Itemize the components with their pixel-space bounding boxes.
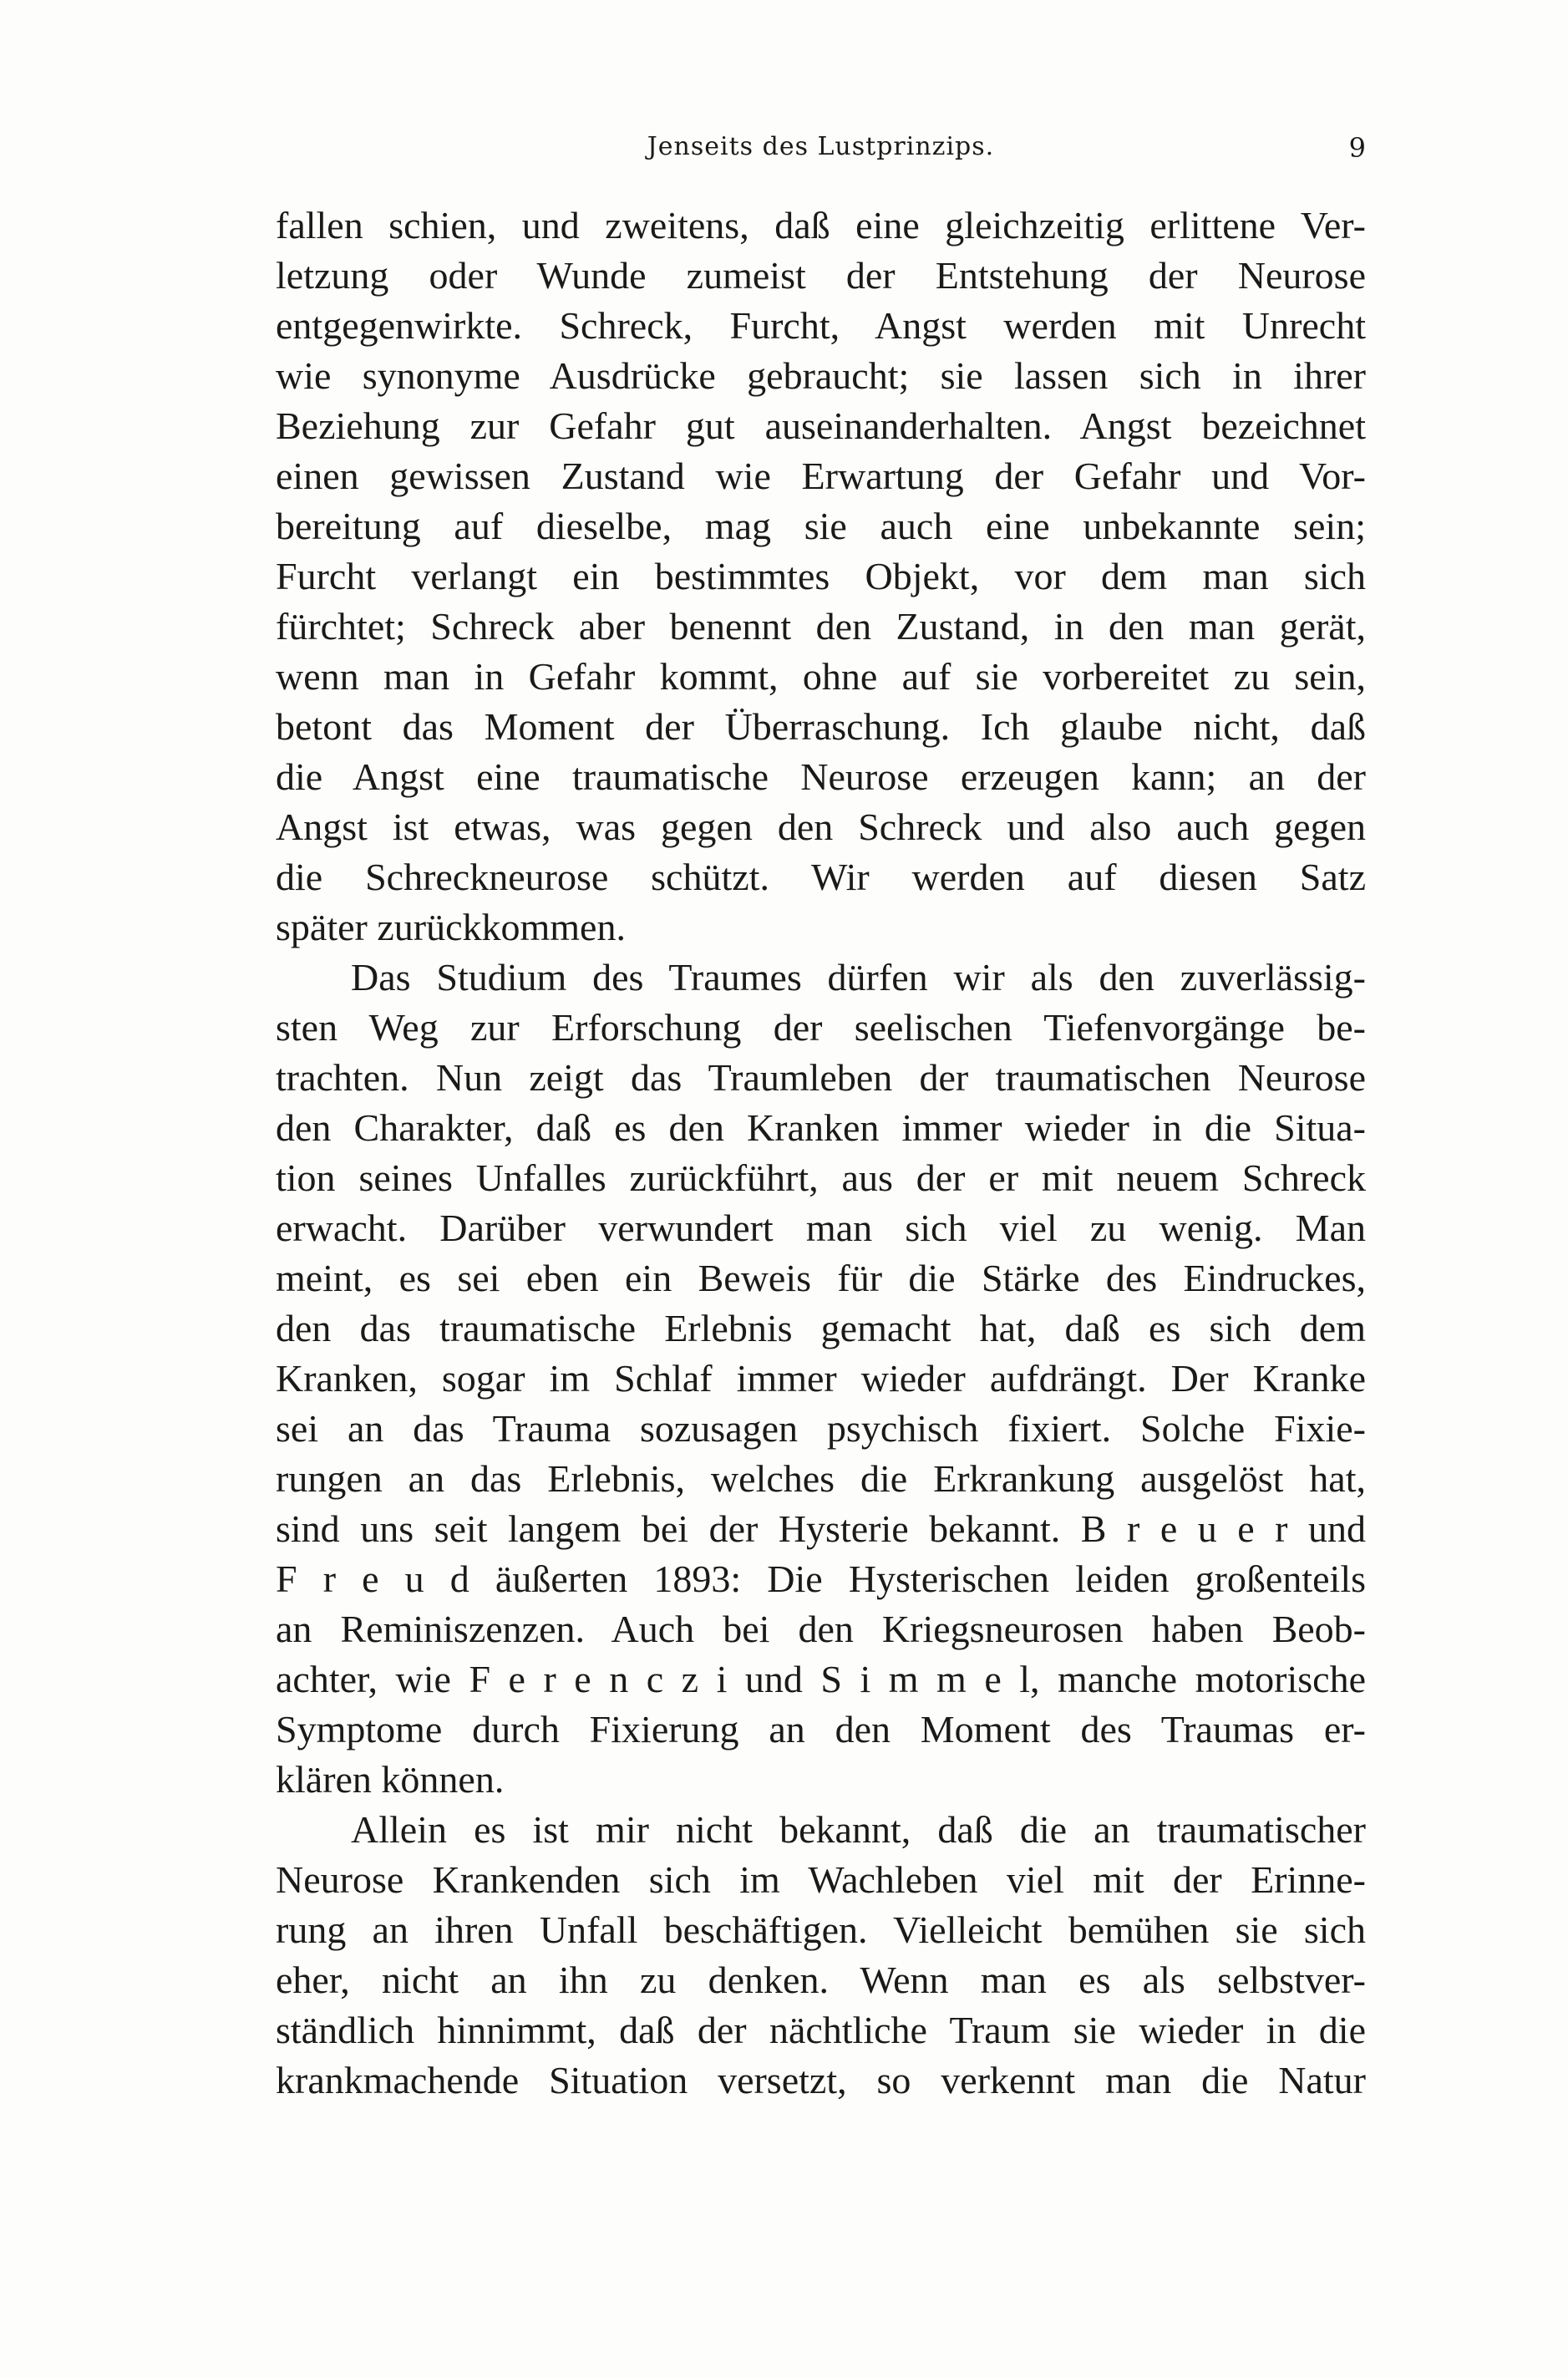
text-line: tion seines Unfalles zurückführt, aus der er mit neuem Schreck [276, 1156, 1366, 1199]
text-line: achter, wie F e r e n c z i und S i m m e l, manche motorische [276, 1658, 1366, 1700]
body-text [276, 201, 1366, 2106]
text-line: Beziehung zur Gefahr gut auseinanderhalten. Angst bezeichnet [276, 404, 1366, 447]
text-line: sten Weg zur Erforschung der seelischen Tiefenvorgänge be- [276, 1006, 1366, 1049]
text-line: rungen an das Erlebnis, welches die Erkrankung ausgelöst hat, [276, 1457, 1366, 1500]
text-line: klären können. [276, 1758, 505, 1801]
text-line: fürchtet; Schreck aber benennt den Zustand, in den man gerät, [276, 605, 1366, 648]
text-line: meint, es sei eben ein Beweis für die Stärke des Eindruckes, [276, 1257, 1366, 1299]
text-line: die Schreckneurose schützt. Wir werden auf diesen Satz [276, 856, 1366, 898]
text-line: wie synonyme Ausdrücke gebraucht; sie lassen sich in ihrer [276, 354, 1366, 397]
text-line: später zurückkommen. [276, 906, 626, 948]
text-line: Allein es ist mir nicht bekannt, daß die an traumatischer [351, 1808, 1366, 1851]
text-line: einen gewissen Zustand wie Erwartung der Gefahr und Vor- [276, 455, 1366, 497]
text-line: an Reminiszenzen. Auch bei den Kriegsneurosen haben Beob- [276, 1608, 1366, 1650]
text-line: krankmachende Situation versetzt, so verkennt man die Natur [276, 2059, 1366, 2101]
running-head [276, 132, 1366, 174]
text-line: F r e u d äußerten 1893: Die Hysterischen leiden großenteils [276, 1557, 1366, 1600]
page-number: 9 [1348, 132, 1366, 164]
text-line: Neurose Krankenden sich im Wachleben viel mit der Erinne- [276, 1858, 1366, 1901]
text-line: bereitung auf dieselbe, mag sie auch eine unbekannte sein; [276, 505, 1366, 547]
text-line: Furcht verlangt ein bestimmtes Objekt, vor dem man sich [276, 555, 1366, 597]
text-line: wenn man in Gefahr kommt, ohne auf sie vorbereitet zu sein, [276, 655, 1366, 698]
text-line: Kranken, sogar im Schlaf immer wieder aufdrängt. Der Kranke [276, 1357, 1366, 1400]
text-line: die Angst eine traumatische Neurose erzeugen kann; an der [276, 755, 1366, 798]
text-line: trachten. Nun zeigt das Traumleben der traumatischen Neurose [276, 1056, 1366, 1099]
text-line: Angst ist etwas, was gegen den Schreck und also auch gegen [276, 805, 1366, 848]
text-line: rung an ihren Unfall beschäftigen. Vielleicht bemühen sie sich [276, 1908, 1366, 1951]
text-line: Das Studium des Traumes dürfen wir als den zuverlässig- [351, 956, 1366, 998]
running-title: Jenseits des Lustprinzips. [647, 132, 995, 161]
text-line: sind uns seit langem bei der Hysterie bekannt. B r e u e r und [276, 1507, 1366, 1550]
text-line: eher, nicht an ihn zu denken. Wenn man es als selbstver- [276, 1959, 1366, 2001]
text-line: ständlich hinnimmt, daß der nächtliche Traum sie wieder in die [276, 2009, 1366, 2051]
text-line: Symptome durch Fixierung an den Moment des Traumas er- [276, 1708, 1366, 1750]
text-line: betont das Moment der Überraschung. Ich glaube nicht, daß [276, 705, 1366, 748]
text-line: den Charakter, daß es den Kranken immer wieder in die Situa- [276, 1106, 1366, 1149]
text-line: entgegenwirkte. Schreck, Furcht, Angst werden mit Unrecht [276, 304, 1366, 347]
text-line: letzung oder Wunde zumeist der Entstehung der Neurose [276, 254, 1366, 297]
text-line: den das traumatische Erlebnis gemacht hat, daß es sich dem [276, 1307, 1366, 1349]
text-line: sei an das Trauma sozusagen psychisch fixiert. Solche Fixie- [276, 1407, 1366, 1450]
text-line: erwacht. Darüber verwundert man sich viel zu wenig. Man [276, 1207, 1366, 1249]
text-line: fallen schien, und zweitens, daß eine gleichzeitig erlittene Ver- [276, 204, 1366, 246]
